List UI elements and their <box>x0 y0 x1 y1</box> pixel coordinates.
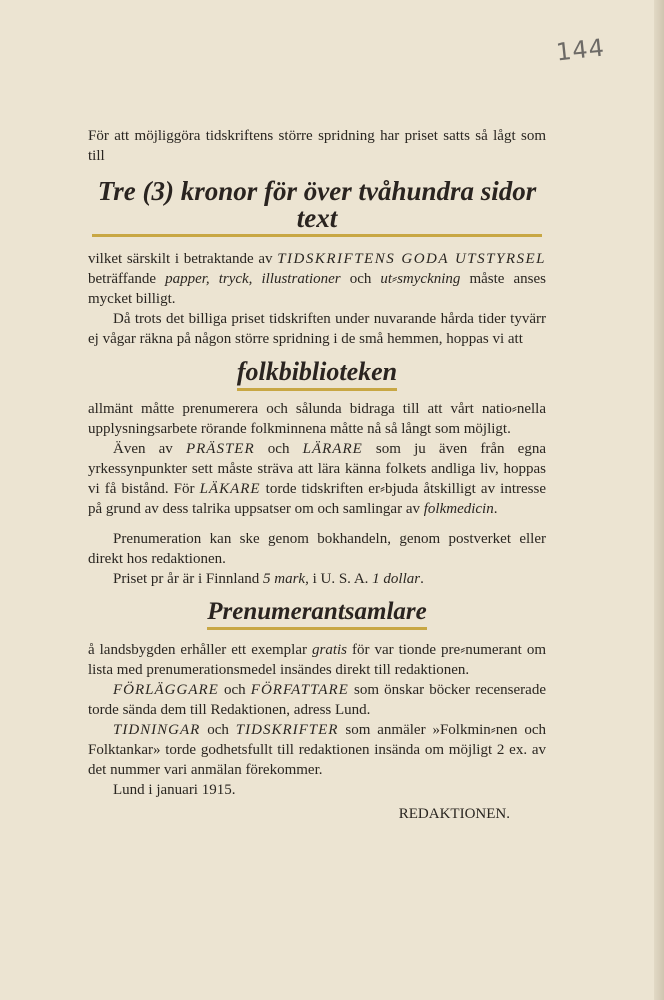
paragraph-newspapers: TIDNINGAR och TIDSKRIFTER som anmäler »Folkmin⸗nen och Folktankar» torde godhetsfullt till redaktionen insända om möjligt 2 ex. av det nummer vari anmälan förekommer. <box>88 722 546 778</box>
paragraph-publishers: FÖRLÄGGARE och FÖRFATTARE som önskar böcker recenserade torde sända dem till Redaktionen, adress Lund. <box>88 682 546 718</box>
paragraph-subscription: Prenumeration kan ske genom bokhandeln, genom postverket eller direkt hos redaktionen. <box>88 531 546 567</box>
paragraph-subscribe: allmänt måtte prenumerera och sålunda bidraga till att vårt natio⸗nella upplysningsarbete rörande folkminnena måtte nå så långt som möjligt. <box>88 401 546 437</box>
pencil-page-number: 144 <box>554 33 607 67</box>
paragraph-priests-teachers: Även av PRÄSTER och LÄRARE som ju även från egna yrkessynpunkter sett måste sträva att lära känna folkets andliga liv, hoppas vi få bistånd. För LÄKARE torde tidskriften er⸗bjuda åtskilligt av intresse på grund av dess talrika uppsatser om och samlingar av folkmedicin. <box>88 441 546 517</box>
paragraph-utstyrsel: vilket särskilt i betraktande av TIDSKRIFTENS GODA UTSTYRSEL beträffande papper, tryck, illustrationer och ut⸗smyckning måste anses mycket billigt. <box>88 251 546 307</box>
heading-price: Tre (3) kronor för över tvåhundra sidor text <box>88 178 546 237</box>
signature: REDAKTIONEN. <box>398 806 510 822</box>
page-edge <box>654 0 664 1000</box>
paragraph-collectors: å landsbygden erhåller ett exemplar gratis för var tionde pre⸗numerant om lista med prenumerationsmedel insändes direkt till redaktionen. <box>88 642 546 678</box>
paragraph-intro: För att möjliggöra tidskriftens större spridning har priset satts så lågt som till <box>88 128 546 164</box>
heading-folkbiblioteken: folkbiblioteken <box>88 359 546 391</box>
paragraph-price-abroad: Priset pr år är i Finnland 5 mark, i U. S. A. 1 dollar. <box>113 571 424 587</box>
dateline: Lund i januari 1915. <box>113 782 236 798</box>
document-body <box>88 126 546 824</box>
paragraph-hard-times: Då trots det billiga priset tidskriften under nuvarande hårda tider tyvärr ej vågar räkna på någon större spridning i de små hemmen, hoppas vi att <box>88 311 546 347</box>
heading-prenumerantsamlare: Prenumerantsamlare <box>88 599 546 630</box>
